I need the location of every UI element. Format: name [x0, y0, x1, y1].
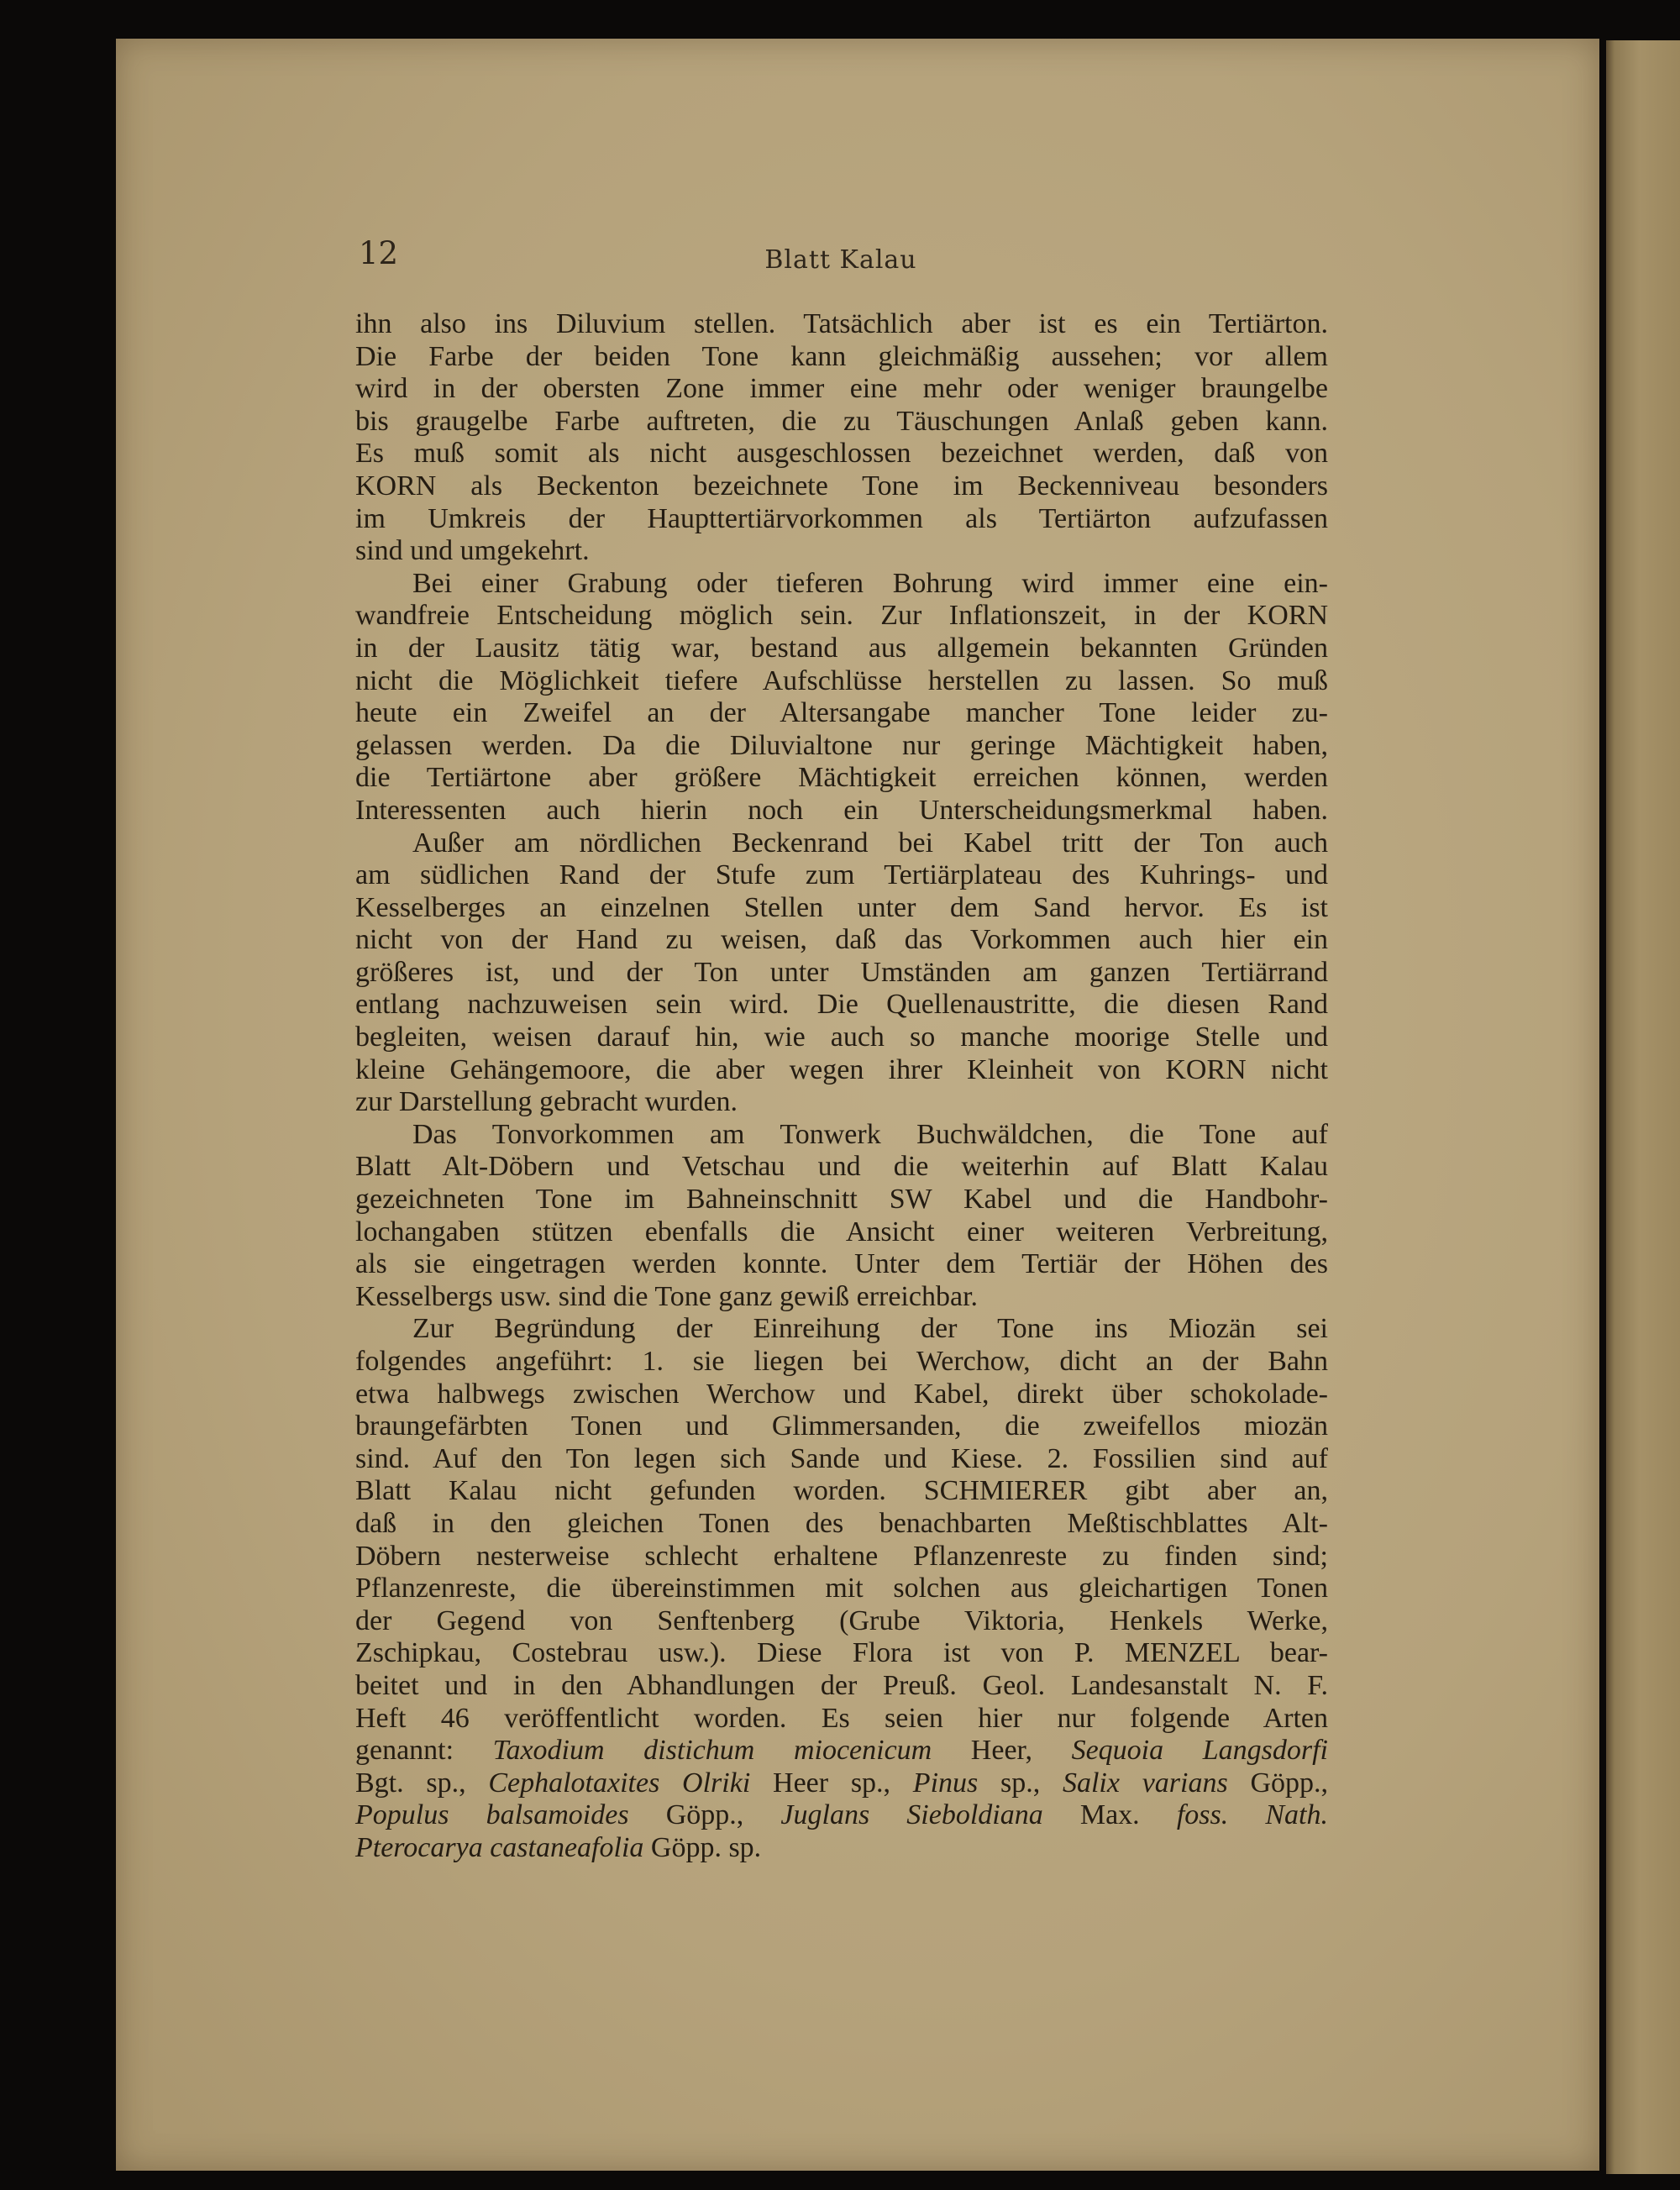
text-line: sind und umgekehrt.	[355, 535, 590, 567]
text-line: beitet und in den Abhandlungen der Preuß. Geol. Landesanstalt N. F.	[355, 1669, 1328, 1701]
species-name: Populus balsamoides	[355, 1799, 629, 1831]
species-name: foss. Nath.	[1176, 1799, 1328, 1831]
text-line: die Tertiärtone aber größere Mächtigkeit erreichen können, werden	[355, 762, 1328, 794]
text-line: gelassen werden. Da die Diluvialtone nur geringe Mächtigkeit haben,	[355, 729, 1328, 761]
species-line	[355, 1767, 1328, 1800]
text-line: bis graugelbe Farbe auftreten, die zu Täuschungen Anlaß geben kann.	[355, 405, 1328, 437]
text-line: KORN als Beckenton bezeichnete Tone im Beckenniveau besonders	[355, 470, 1328, 502]
text-line: Das Tonvorkommen am Tonwerk Buchwäldchen, die Tone auf	[412, 1118, 1328, 1150]
text-line: lochangaben stützen ebenfalls die Ansicht einer weiteren Verbreitung,	[355, 1216, 1328, 1247]
text-line: wandfreie Entscheidung möglich sein. Zur Inflationszeit, in der KORN	[355, 600, 1328, 632]
text-fragment: sp.,	[978, 1767, 1063, 1799]
running-title: Blatt Kalau	[764, 245, 917, 275]
text-line: sind. Auf den Ton legen sich Sande und Kiese. 2. Fossilien sind auf	[355, 1442, 1328, 1474]
text-line: ihn also ins Diluvium stellen. Tatsächlich aber ist es ein Tertiärton.	[355, 308, 1328, 339]
page-number: 12	[359, 235, 399, 271]
text-fragment: Göpp. sp.	[643, 1831, 762, 1863]
species-name: Juglans Sieboldiana	[780, 1799, 1043, 1831]
text-line: wird in der obersten Zone immer eine mehr oder weniger braungelbe	[355, 373, 1328, 405]
text-line: als sie eingetragen werden konnte. Unter dem Tertiär der Höhen des	[355, 1248, 1328, 1280]
text-line: begleiten, weisen darauf hin, wie auch so manche moorige Stelle und	[355, 1021, 1328, 1053]
text-line: heute ein Zweifel an der Altersangabe mancher Tone leider zu-	[355, 697, 1328, 729]
species-name: Sequoia Langsdorfi	[1071, 1735, 1328, 1767]
adjacent-page-edge	[1606, 40, 1680, 2174]
text-line: Heft 46 veröffentlicht worden. Es seien hier nur folgende Arten	[355, 1702, 1328, 1734]
species-name: Pterocarya castaneafolia	[355, 1831, 644, 1863]
species-line	[355, 1735, 1328, 1767]
text-line: Außer am nördlichen Beckenrand bei Kabel tritt der Ton auch	[412, 827, 1328, 859]
text-line: Interessenten auch hierin noch ein Unterscheidungsmerkmal haben.	[355, 794, 1328, 826]
text-line: Die Farbe der beiden Tone kann gleichmäßig aussehen; vor allem	[355, 340, 1328, 372]
text-line: braungefärbten Tonen und Glimmersanden, die zweifellos miozän	[355, 1410, 1328, 1442]
text-line: in der Lausitz tätig war, bestand aus allgemein bekannten Gründen	[355, 632, 1328, 664]
text-line: etwa halbwegs zwischen Werchow und Kabel, direkt über schokolade-	[355, 1378, 1328, 1410]
text-fragment: Heer,	[932, 1735, 1072, 1767]
text-line: nicht von der Hand zu weisen, daß das Vorkommen auch hier ein	[355, 924, 1328, 956]
text-line: Pflanzenreste, die übereinstimmen mit solchen aus gleichartigen Tonen	[355, 1573, 1328, 1604]
text-fragment: genannt:	[355, 1735, 493, 1767]
text-line: nicht die Möglichkeit tiefere Aufschlüsse herstellen zu lassen. So muß	[355, 664, 1328, 696]
species-line	[355, 1832, 1328, 1865]
text-line: Bei einer Grabung oder tieferen Bohrung wird immer eine ein-	[412, 567, 1328, 599]
text-line: Blatt Kalau nicht gefunden worden. SCHMIERER gibt aber an,	[355, 1475, 1328, 1507]
text-fragment: Heer sp.,	[750, 1767, 913, 1799]
text-line: Kesselberges an einzelnen Stellen unter dem Sand hervor. Es ist	[355, 891, 1328, 923]
species-line	[355, 1799, 1328, 1832]
text-line: entlang nachzuweisen sein wird. Die Quellenaustritte, die diesen Rand	[355, 989, 1328, 1021]
text-line: Kesselbergs usw. sind die Tone ganz gewiß erreichbar.	[355, 1280, 979, 1312]
text-fragment: Göpp.,	[1227, 1767, 1328, 1799]
text-line: folgendes angeführt: 1. sie liegen bei Werchow, dicht an der Bahn	[355, 1346, 1328, 1377]
text-line: der Gegend von Senftenberg (Grube Viktoria, Henkels Werke,	[355, 1604, 1328, 1636]
text-line: kleine Gehängemoore, die aber wegen ihrer Kleinheit von KORN nicht	[355, 1053, 1328, 1085]
text-fragment: Göpp.,	[628, 1799, 781, 1831]
species-name: Cephalotaxites Olriki	[488, 1767, 751, 1799]
text-line: am südlichen Rand der Stufe zum Tertiärplateau des Kuhrings- und	[355, 859, 1328, 891]
text-line: Zur Begründung der Einreihung der Tone ins Miozän sei	[412, 1313, 1328, 1345]
text-line: gezeichneten Tone im Bahneinschnitt SW Kabel und die Handbohr-	[355, 1184, 1328, 1216]
page-header	[359, 235, 1323, 286]
text-line: im Umkreis der Haupttertiärvorkommen als Tertiärton aufzufassen	[355, 502, 1328, 534]
species-name: Salix varians	[1062, 1767, 1228, 1799]
text-line: daß in den gleichen Tonen des benachbarten Meßtischblattes Alt-	[355, 1507, 1328, 1539]
species-name: Taxodium distichum miocenicum	[492, 1735, 932, 1767]
text-line: Es muß somit als nicht ausgeschlossen bezeichnet werden, daß von	[355, 438, 1328, 470]
text-line: Zschipkau, Costebrau usw.). Diese Flora ist von P. MENZEL bear-	[355, 1637, 1328, 1669]
text-line: zur Darstellung gebracht wurden.	[355, 1086, 738, 1118]
body-text	[355, 308, 1328, 1865]
text-fragment: Bgt. sp.,	[355, 1767, 489, 1799]
text-line: größeres ist, und der Ton unter Umständen am ganzen Tertiärrand	[355, 956, 1328, 988]
text-line: Döbern nesterweise schlecht erhaltene Pflanzenreste zu finden sind;	[355, 1540, 1328, 1572]
text-fragment: Max.	[1042, 1799, 1177, 1831]
species-name: Pinus	[912, 1767, 979, 1799]
text-line: Blatt Alt-Döbern und Vetschau und die weiterhin auf Blatt Kalau	[355, 1151, 1328, 1183]
